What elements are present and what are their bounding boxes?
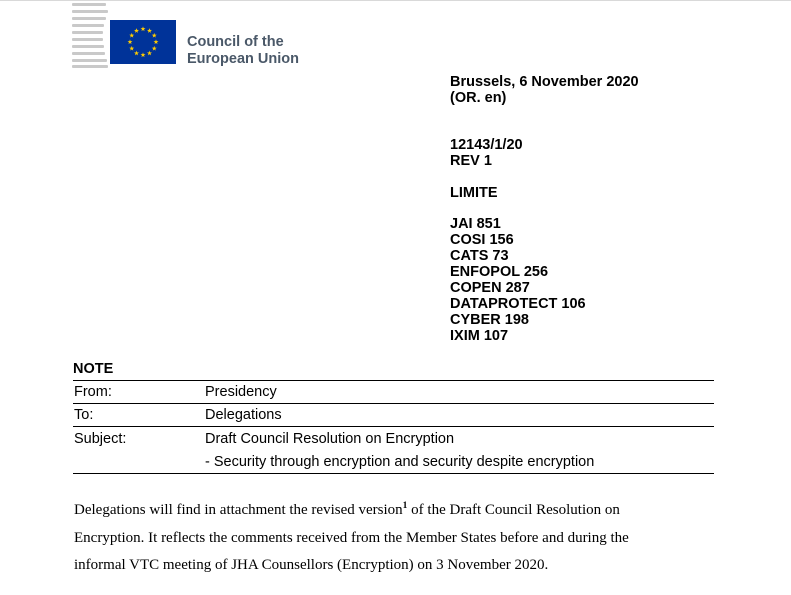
body-line: informal VTC meeting of JHA Counsellors (Encryption) on 3 November 2020. xyxy=(74,557,549,573)
file-code: CYBER 198 xyxy=(450,312,529,328)
star-icon xyxy=(147,51,152,56)
file-code: DATAPROTECT 106 xyxy=(450,296,586,312)
divider xyxy=(73,426,714,427)
body-text: Delegations will find in attachment the revised version xyxy=(74,502,403,518)
divider xyxy=(73,473,714,474)
from-label: From: xyxy=(74,384,112,400)
eu-flag-icon xyxy=(110,20,176,64)
to-label: To: xyxy=(74,407,94,423)
star-icon xyxy=(152,46,157,51)
star-icon xyxy=(141,52,146,57)
place-date: Brussels, 6 November 2020 xyxy=(450,74,639,90)
star-icon xyxy=(154,39,159,44)
body-line xyxy=(74,497,674,525)
star-icon xyxy=(129,46,134,51)
date-block xyxy=(450,74,639,106)
body-line: Encryption. It reflects the comments received from the Member States before and during the xyxy=(74,529,629,546)
document-number: 12143/1/20 xyxy=(450,137,523,153)
body-paragraph xyxy=(74,497,674,580)
file-codes-list xyxy=(450,216,586,344)
subject-line-2: - Security through encryption and security despite encryption xyxy=(205,454,595,470)
file-code: CATS 73 xyxy=(450,248,509,264)
file-code: COSI 156 xyxy=(450,232,514,248)
to-value: Delegations xyxy=(205,407,282,423)
subject-line-1: Draft Council Resolution on Encryption xyxy=(205,431,455,447)
star-icon xyxy=(128,39,133,44)
star-icon xyxy=(129,33,134,38)
council-logo xyxy=(72,0,312,68)
star-icon xyxy=(152,33,157,38)
organization-name xyxy=(187,34,299,68)
subject-label: Subject: xyxy=(74,431,127,447)
revision-number: REV 1 xyxy=(450,153,492,169)
classification-label: LIMITE xyxy=(450,185,498,201)
body-text: of the Draft Council Resolution on xyxy=(407,502,620,518)
document-number-block xyxy=(450,137,523,169)
note-title: NOTE xyxy=(73,361,114,377)
org-name-line-2: European Union xyxy=(187,51,299,67)
star-icon xyxy=(147,28,152,33)
building-stripes-icon xyxy=(72,0,108,68)
file-code: IXIM 107 xyxy=(450,328,509,344)
original-language: (OR. en) xyxy=(450,90,507,106)
star-icon xyxy=(134,28,139,33)
footnote-marker[interactable]: 1 xyxy=(402,501,408,511)
divider xyxy=(73,380,714,381)
star-icon xyxy=(134,51,139,56)
file-code: ENFOPOL 256 xyxy=(450,264,549,280)
file-code: JAI 851 xyxy=(450,216,501,232)
star-icon xyxy=(141,26,146,31)
divider xyxy=(73,403,714,404)
from-value: Presidency xyxy=(205,384,277,400)
org-name-line-1: Council of the xyxy=(187,34,284,50)
file-code: COPEN 287 xyxy=(450,280,530,296)
